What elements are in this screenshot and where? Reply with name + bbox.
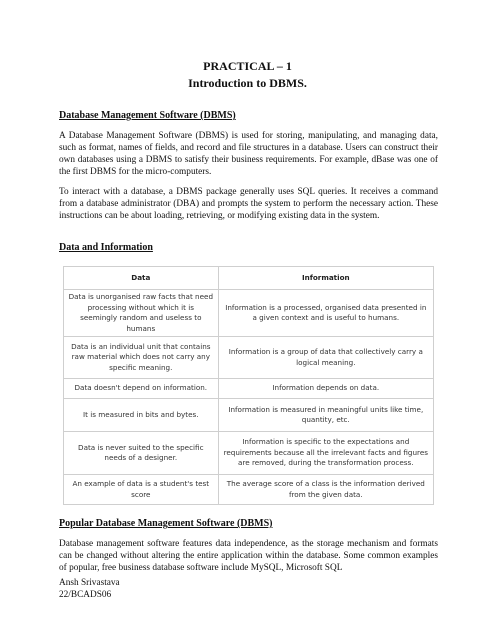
paragraph-dbms-intro: A Database Management Software (DBMS) is used for storing, manipulating, and managing data, such as format, names of fields, and record and file structures in a database. Users can construct their own databases using a DBMS to satisfy their business requirements. For example, dBase was one of the first DBMS for the micro-computers. [59, 131, 438, 177]
table-row [64, 379, 434, 399]
page-title: PRACTICAL – 1 [203, 59, 292, 73]
section-heading-data-information: Data and Information [59, 242, 153, 253]
footer-author-name: Ansh Srivastava [59, 578, 120, 588]
paragraph-popular-dbms: Database management software features data independence, as the storage mechanism and formats can be changed without altering the entire application within the database. Some common examples of popular, free business database software include MySQL, Microsoft SQL [59, 539, 438, 573]
table-cell: Data doesn't depend on information. [64, 379, 219, 399]
footer-roll-number: 22/BCADS06 [59, 590, 112, 600]
table-row [64, 399, 434, 432]
table-cell: An example of data is a student's test score [64, 475, 219, 505]
section-heading-popular-dbms: Popular Database Management Software (DBMS) [59, 518, 273, 529]
table-cell: Information is a group of data that collectively carry a logical meaning. [218, 337, 433, 379]
table-cell: It is measured in bits and bytes. [64, 399, 219, 432]
table-cell: The average score of a class is the information derived from the given data. [218, 475, 433, 505]
table-cell: Information is specific to the expectations and requirements because all the irrelevant facts and figures are removed, during the transformation process. [218, 432, 433, 475]
table-cell: Information depends on data. [218, 379, 433, 399]
column-header-information: Information [218, 267, 433, 290]
table-row [64, 337, 434, 379]
column-header-data: Data [64, 267, 219, 290]
page-subtitle: Introduction to DBMS. [188, 76, 307, 90]
paragraph-dbms-sql: To interact with a database, a DBMS package generally uses SQL queries. It receives a command from a database administrator (DBA) and prompts the system to perform the necessary action. These instructions can be about loading, retrieving, or modifying existing data in the system. [59, 187, 438, 221]
table-header-row [64, 267, 434, 290]
section-heading-dbms: Database Management Software (DBMS) [59, 110, 236, 121]
data-information-table [63, 266, 434, 505]
table-cell: Data is never suited to the specific needs of a designer. [64, 432, 219, 475]
table-cell: Data is an individual unit that contains raw material which does not carry any specific meaning. [64, 337, 219, 379]
table-row [64, 432, 434, 475]
table-cell: Information is a processed, organised data presented in a given context and is useful to humans. [218, 290, 433, 337]
table-row [64, 475, 434, 505]
table-cell: Data is unorganised raw facts that need processing without which it is seemingly random and useless to humans [64, 290, 219, 337]
table-cell: Information is measured in meaningful units like time, quantity, etc. [218, 399, 433, 432]
table-row [64, 290, 434, 337]
